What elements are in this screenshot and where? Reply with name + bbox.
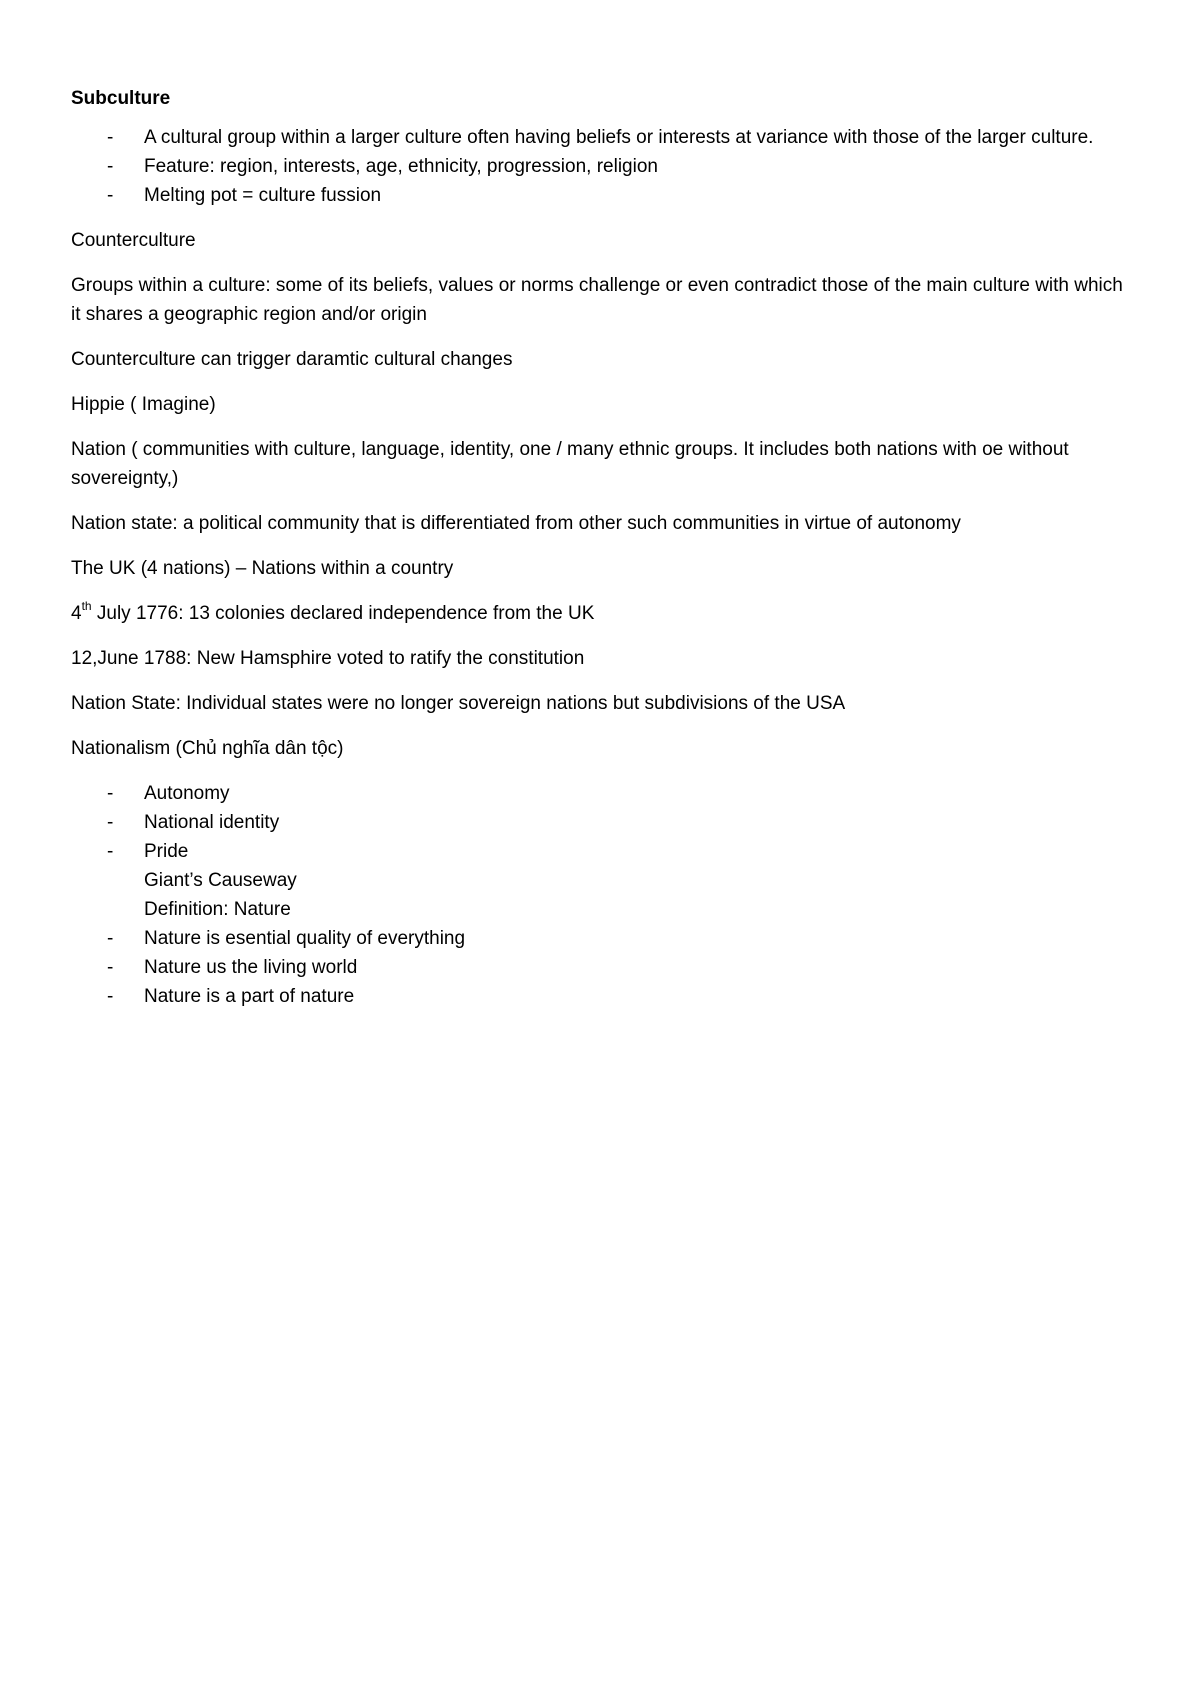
nationalism-list [71, 779, 1131, 1011]
list-item-text: Nature us the living world [144, 957, 358, 978]
july-ordinal-suffix: th [81, 598, 92, 613]
document-body [71, 84, 1131, 1011]
june-1788-line: 12,June 1788: New Hamsphire voted to ratify the constitution [71, 648, 585, 669]
counterculture-definition: Groups within a culture: some of its beliefs, values or norms challenge or even contradict those of the main culture with which it shares a geographic region and/or origin [71, 275, 1123, 325]
july-1776-line [71, 599, 1131, 628]
giants-causeway-text: Giant’s Causeway [144, 870, 297, 891]
list-item-text: Nature is esential quality of everything [144, 928, 466, 949]
list-item [71, 982, 1131, 1011]
list-item [71, 152, 1131, 181]
list-item-text: Nature is a part of nature [144, 986, 355, 1007]
july-text: July 1776: 13 colonies declared independence from the UK [91, 603, 595, 624]
list-item [71, 924, 1131, 953]
counterculture-title: Counterculture [71, 230, 196, 251]
july-day: 4 [71, 603, 82, 624]
list-item-text: Autonomy [144, 783, 230, 804]
bullet-dash: - [107, 185, 114, 206]
hippie-line: Hippie ( Imagine) [71, 394, 216, 415]
list-item [71, 953, 1131, 982]
subculture-list [71, 123, 1131, 210]
bullet-dash: - [107, 957, 114, 978]
list-item [71, 181, 1131, 210]
list-item-text: Melting pot = culture fussion [144, 185, 382, 206]
list-item [71, 837, 1131, 866]
list-item [71, 808, 1131, 837]
definition-nature-text: Definition: Nature [144, 899, 291, 920]
bullet-dash: - [107, 928, 114, 949]
list-item-text: Feature: region, interests, age, ethnicity, progression, religion [144, 156, 658, 177]
list-item-text: National identity [144, 812, 280, 833]
uk-line: The UK (4 nations) – Nations within a country [71, 558, 454, 579]
bullet-dash: - [107, 812, 114, 833]
bullet-dash: - [107, 986, 114, 1007]
nation-definition: Nation ( communities with culture, language, identity, one / many ethnic groups. It includes both nations with oe without sovereignty,) [71, 439, 1069, 489]
list-item [71, 123, 1131, 152]
list-item-text: A cultural group within a larger culture often having beliefs or interests at variance with those of the larger culture. [144, 127, 1094, 148]
bullet-dash: - [107, 127, 114, 148]
nationalism-title: Nationalism (Chủ nghĩa dân tộc) [71, 738, 344, 759]
bullet-dash: - [107, 841, 114, 862]
heading-subculture: Subculture [71, 88, 171, 109]
nation-state-definition: Nation state: a political community that is differentiated from other such communities in virtue of autonomy [71, 513, 961, 534]
list-item [71, 779, 1131, 808]
counterculture-change: Counterculture can trigger daramtic cultural changes [71, 349, 513, 370]
list-item-text: Pride [144, 841, 189, 862]
list-continuation [71, 895, 1131, 924]
list-continuation [71, 866, 1131, 895]
bullet-dash: - [107, 783, 114, 804]
bullet-dash: - [107, 156, 114, 177]
nation-state-usa: Nation State: Individual states were no longer sovereign nations but subdivisions of the USA [71, 693, 846, 714]
